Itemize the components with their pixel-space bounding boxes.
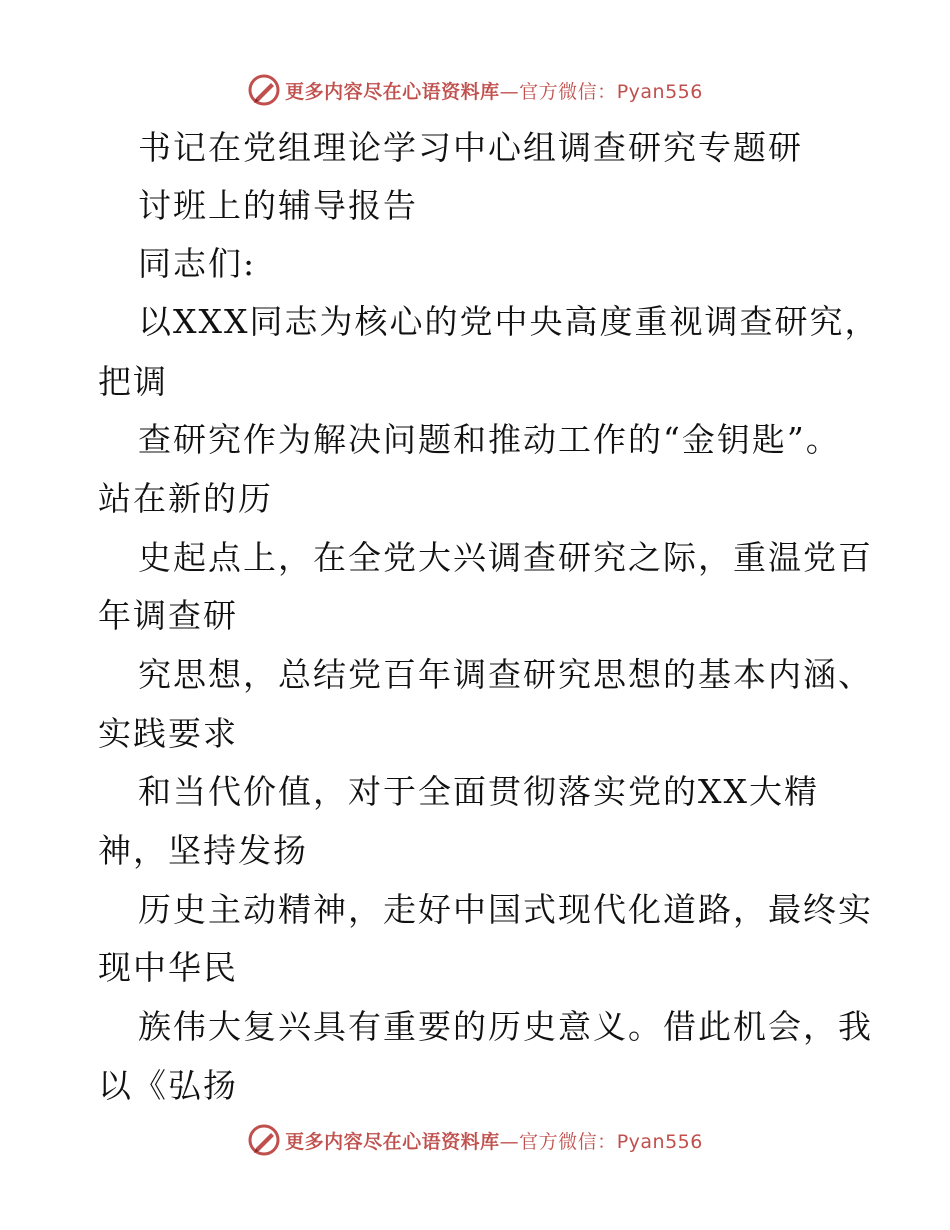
paragraph-line: 究思想，总结党百年调查研究思想的基本内涵、 — [138, 655, 873, 694]
watermark-text — [285, 77, 703, 104]
watermark-id: Pyan556 — [616, 80, 703, 103]
paragraph-line: 族伟大复兴具有重要的历史意义。借此机会，我 — [138, 1007, 873, 1046]
paragraph-line: 现中华民 — [98, 948, 238, 987]
paragraph-line: 查研究作为解决问题和推动工作的“金钥匙”。 — [138, 420, 841, 459]
title-line-1: 书记在党组理论学习中心组调查研究专题研 — [138, 128, 803, 167]
watermark-wechat: 官方微信： — [519, 1130, 617, 1153]
paragraph-line: 把调 — [98, 362, 168, 401]
watermark-id: Pyan556 — [616, 1130, 703, 1153]
salutation: 同志们: — [138, 244, 257, 283]
header-watermark — [0, 70, 950, 110]
watermark-main: 更多内容尽在心语资料库 — [285, 80, 500, 103]
pen-logo-icon — [247, 73, 281, 107]
paragraph-line: 年调查研 — [98, 596, 238, 635]
watermark-dash: — — [499, 1130, 520, 1153]
paragraph-line: 史起点上，在全党大兴调查研究之际，重温党百 — [138, 538, 873, 577]
paragraph-line: 历史主动精神，走好中国式现代化道路，最终实 — [138, 890, 873, 929]
watermark-dash: — — [499, 80, 520, 103]
watermark-main: 更多内容尽在心语资料库 — [285, 1130, 500, 1153]
pen-logo-icon — [247, 1123, 281, 1157]
paragraph-line: 神，坚持发扬 — [98, 831, 308, 870]
title-line-2: 讨班上的辅导报告 — [138, 186, 418, 225]
footer-watermark — [0, 1120, 950, 1160]
paragraph-line: 站在新的历 — [98, 479, 273, 518]
watermark-wechat: 官方微信： — [519, 80, 617, 103]
paragraph-line: 以《弘扬 — [98, 1066, 238, 1105]
paragraph-line: 以XXX同志为核心的党中央高度重视调查研究， — [138, 302, 880, 341]
paragraph-line: 和当代价值，对于全面贯彻落实党的XX大精 — [138, 772, 819, 811]
paragraph-line: 实践要求 — [98, 714, 238, 753]
watermark-text — [285, 1127, 703, 1154]
